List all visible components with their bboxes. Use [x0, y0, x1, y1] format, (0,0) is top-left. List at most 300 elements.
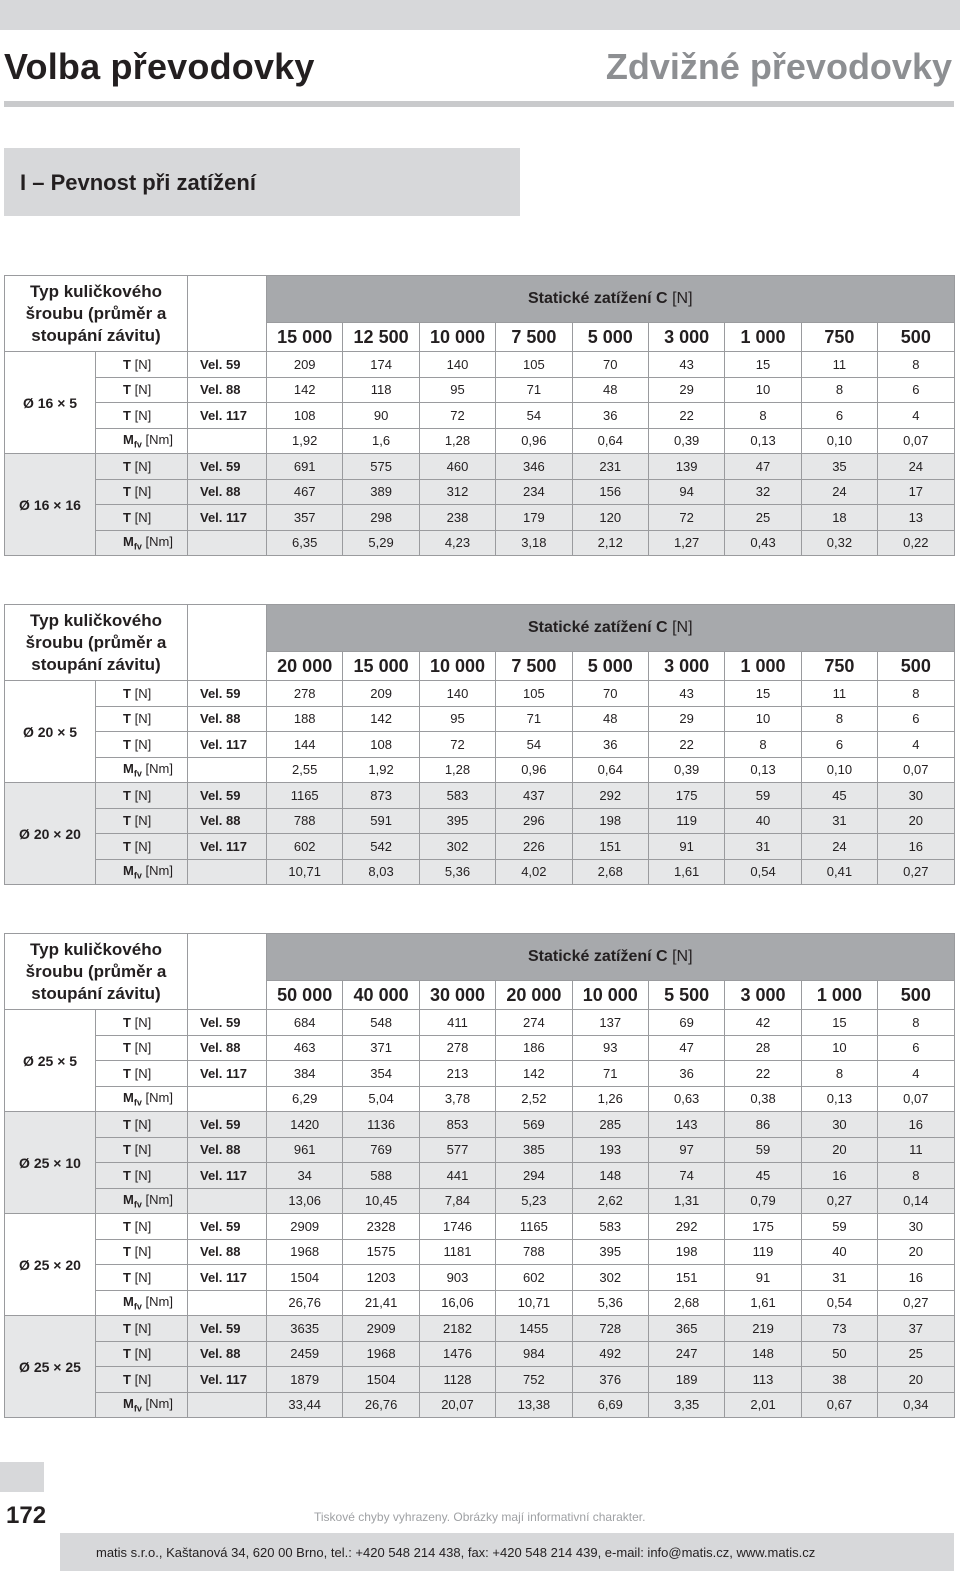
- table-cell: 569: [496, 1112, 572, 1138]
- table-row: [5, 428, 955, 454]
- table-cell: 1,61: [725, 1290, 801, 1316]
- quantity-subscript: fv: [133, 1097, 142, 1108]
- table-row: [5, 834, 955, 860]
- table-cell: 119: [725, 1239, 801, 1265]
- table-cell: 548: [343, 1010, 419, 1036]
- quantity-unit: [N]: [134, 356, 152, 372]
- quantity-label: [96, 377, 188, 403]
- quantity-unit: [N]: [134, 1116, 152, 1132]
- table-cell: 59: [725, 1137, 801, 1163]
- quantity-label: [96, 1341, 188, 1367]
- table-cell: 6,35: [267, 530, 343, 556]
- table-cell: 2,01: [725, 1392, 801, 1418]
- table-cell: 583: [572, 1214, 648, 1240]
- table-cell: 285: [572, 1112, 648, 1138]
- quantity-symbol: T: [123, 1218, 131, 1234]
- quantity-symbol: T: [123, 509, 131, 525]
- table-cell: 0,41: [801, 859, 877, 885]
- quantity-symbol: T: [123, 1116, 131, 1132]
- quantity-label: [96, 732, 188, 758]
- type-column-header: Typ kuličkového šroubu (průměr a stoupání závitu): [5, 934, 188, 1010]
- gearbox-size-label: Vel. 88: [188, 1137, 267, 1163]
- table-cell: 0,07: [878, 1086, 954, 1112]
- table-cell: 296: [496, 808, 572, 834]
- table-cell: 219: [725, 1316, 801, 1342]
- table-cell: 17: [878, 479, 954, 505]
- screw-type-label: Ø 16 × 16: [5, 454, 96, 556]
- table-cell: 71: [496, 377, 572, 403]
- table-row: [5, 403, 955, 429]
- screw-type-label: Ø 20 × 20: [5, 783, 96, 885]
- quantity-subscript: fv: [133, 1403, 142, 1414]
- load-column-header: 3 000: [648, 323, 724, 352]
- table-cell: 1203: [343, 1265, 419, 1291]
- table-cell: 467: [267, 479, 343, 505]
- load-table-16: [4, 275, 955, 556]
- quantity-symbol: M: [123, 1089, 134, 1105]
- quantity-label: [96, 859, 188, 885]
- quantity-symbol: M: [123, 431, 134, 447]
- quantity-unit: [N]: [134, 1014, 152, 1030]
- quantity-unit: [N]: [134, 1218, 152, 1234]
- quantity-label: [96, 1010, 188, 1036]
- table-cell: 0,39: [648, 757, 724, 783]
- section-category-title: Zdvižné převodovky: [605, 46, 952, 87]
- quantity-label: [96, 706, 188, 732]
- table-cell: 43: [648, 352, 724, 378]
- table-cell: 575: [343, 454, 419, 480]
- quantity-unit: [N]: [134, 458, 152, 474]
- table-cell: 24: [878, 454, 954, 480]
- gearbox-size-label: Vel. 117: [188, 1061, 267, 1087]
- table-cell: 312: [419, 479, 495, 505]
- table-cell: 11: [801, 352, 877, 378]
- quantity-label: [96, 1112, 188, 1138]
- gearbox-size-label: Vel. 88: [188, 377, 267, 403]
- quantity-unit: [Nm]: [145, 1395, 173, 1411]
- table-cell: 5,23: [496, 1188, 572, 1214]
- quantity-label: [96, 505, 188, 531]
- gearbox-size-label: [188, 1086, 267, 1112]
- load-column-header: 15 000: [343, 652, 419, 681]
- table-cell: 7,84: [419, 1188, 495, 1214]
- quantity-subscript: fv: [133, 870, 142, 881]
- static-load-label: Statické zatížení C: [528, 619, 668, 636]
- gearbox-size-label: [188, 757, 267, 783]
- table-cell: 31: [725, 834, 801, 860]
- table-cell: 40: [725, 808, 801, 834]
- table-cell: 0,79: [725, 1188, 801, 1214]
- table-cell: 120: [572, 505, 648, 531]
- table-cell: 42: [725, 1010, 801, 1036]
- table-cell: 15: [725, 352, 801, 378]
- table-cell: 238: [419, 505, 495, 531]
- table-cell: 1420: [267, 1112, 343, 1138]
- table-cell: 119: [648, 808, 724, 834]
- quantity-unit: [N]: [134, 1269, 152, 1285]
- table-cell: 0,27: [878, 859, 954, 885]
- table-cell: 148: [725, 1341, 801, 1367]
- table-cell: 5,29: [343, 530, 419, 556]
- quantity-unit: [N]: [134, 1167, 152, 1183]
- disclaimer-note: Tiskové chyby vyhrazeny. Obrázky mají informativní charakter.: [314, 1510, 646, 1524]
- table-row: [5, 1163, 955, 1189]
- quantity-label: [96, 1163, 188, 1189]
- gearbox-size-label: Vel. 117: [188, 505, 267, 531]
- screw-type-label: Ø 25 × 5: [5, 1010, 96, 1112]
- table-cell: 0,13: [801, 1086, 877, 1112]
- table-cell: 0,67: [801, 1392, 877, 1418]
- quantity-symbol: T: [123, 1346, 131, 1362]
- table-cell: 6: [801, 403, 877, 429]
- quantity-unit: [N]: [134, 813, 152, 829]
- gearbox-size-label: Vel. 117: [188, 1163, 267, 1189]
- table-cell: 0,10: [801, 757, 877, 783]
- table-cell: 20,07: [419, 1392, 495, 1418]
- quantity-symbol: T: [123, 1244, 131, 1260]
- quantity-unit: [N]: [134, 509, 152, 525]
- table-header-row: [5, 276, 955, 323]
- table-cell: 108: [343, 732, 419, 758]
- table-cell: 74: [648, 1163, 724, 1189]
- quantity-label: [96, 1316, 188, 1342]
- table-cell: 105: [496, 681, 572, 707]
- gearbox-size-label: Vel. 88: [188, 1035, 267, 1061]
- table-cell: 188: [267, 706, 343, 732]
- table-cell: 175: [725, 1214, 801, 1240]
- table-cell: 5,36: [572, 1290, 648, 1316]
- table-cell: 28: [725, 1035, 801, 1061]
- table-cell: 40: [801, 1239, 877, 1265]
- quantity-symbol: T: [123, 1269, 131, 1285]
- table-cell: 29: [648, 706, 724, 732]
- table-cell: 6,29: [267, 1086, 343, 1112]
- table-cell: 2,12: [572, 530, 648, 556]
- table-cell: 8: [878, 681, 954, 707]
- table-cell: 376: [572, 1367, 648, 1393]
- table-cell: 10: [725, 377, 801, 403]
- quantity-label: [96, 681, 188, 707]
- table-cell: 1,6: [343, 428, 419, 454]
- load-column-header: 500: [878, 981, 954, 1010]
- table-cell: 10,45: [343, 1188, 419, 1214]
- table-cell: 1476: [419, 1341, 495, 1367]
- table-cell: 26,76: [267, 1290, 343, 1316]
- table-cell: 1575: [343, 1239, 419, 1265]
- table-cell: 542: [343, 834, 419, 860]
- table-cell: 354: [343, 1061, 419, 1087]
- table-cell: 15: [725, 681, 801, 707]
- table-cell: 6: [801, 732, 877, 758]
- table-cell: 2,52: [496, 1086, 572, 1112]
- table-cell: 1,92: [343, 757, 419, 783]
- table-row: [5, 377, 955, 403]
- quantity-symbol: M: [123, 1293, 134, 1309]
- quantity-unit: [Nm]: [145, 862, 173, 878]
- table-cell: 4: [878, 732, 954, 758]
- load-column-header: 12 500: [343, 323, 419, 352]
- table-cell: 0,22: [878, 530, 954, 556]
- load-column-header: 15 000: [267, 323, 343, 352]
- table-row: [5, 1137, 955, 1163]
- quantity-symbol: T: [123, 813, 131, 829]
- table-cell: 1746: [419, 1214, 495, 1240]
- table-cell: 247: [648, 1341, 724, 1367]
- table-cell: 11: [878, 1137, 954, 1163]
- table-cell: 140: [419, 352, 495, 378]
- table-cell: 0,38: [725, 1086, 801, 1112]
- quantity-symbol: T: [123, 1371, 131, 1387]
- table-cell: 50: [801, 1341, 877, 1367]
- table-cell: 1504: [343, 1367, 419, 1393]
- table-cell: 292: [572, 783, 648, 809]
- table-cell: 298: [343, 505, 419, 531]
- table-cell: 33,44: [267, 1392, 343, 1418]
- quantity-symbol: T: [123, 1065, 131, 1081]
- table-cell: 198: [648, 1239, 724, 1265]
- table-cell: 278: [419, 1035, 495, 1061]
- table-cell: 0,27: [878, 1290, 954, 1316]
- table-cell: 8: [801, 1061, 877, 1087]
- table-row: [5, 1112, 955, 1138]
- quantity-unit: [N]: [134, 1371, 152, 1387]
- table-cell: 2,62: [572, 1188, 648, 1214]
- table-cell: 0,64: [572, 757, 648, 783]
- table-cell: 0,63: [648, 1086, 724, 1112]
- load-column-header: 20 000: [496, 981, 572, 1010]
- table-cell: 1128: [419, 1367, 495, 1393]
- table-cell: 93: [572, 1035, 648, 1061]
- table-cell: 59: [725, 783, 801, 809]
- load-column-header: 5 500: [648, 981, 724, 1010]
- gearbox-size-label: Vel. 117: [188, 403, 267, 429]
- table-cell: 156: [572, 479, 648, 505]
- quantity-unit: [N]: [134, 1065, 152, 1081]
- quantity-unit: [N]: [134, 685, 152, 701]
- table-cell: 0,54: [725, 859, 801, 885]
- table-cell: 583: [419, 783, 495, 809]
- table-cell: 3,78: [419, 1086, 495, 1112]
- table-cell: 2459: [267, 1341, 343, 1367]
- load-column-header: 1 000: [801, 981, 877, 1010]
- table-cell: 8,03: [343, 859, 419, 885]
- table-cell: 108: [267, 403, 343, 429]
- table-row: [5, 808, 955, 834]
- quantity-symbol: M: [123, 1395, 134, 1411]
- table-cell: 24: [801, 834, 877, 860]
- table-cell: 94: [648, 479, 724, 505]
- table-cell: 0,13: [725, 757, 801, 783]
- table-cell: 0,34: [878, 1392, 954, 1418]
- gearbox-size-label: Vel. 88: [188, 1239, 267, 1265]
- table-cell: 6: [878, 706, 954, 732]
- table-row: [5, 1035, 955, 1061]
- quantity-label: [96, 1239, 188, 1265]
- table-cell: 357: [267, 505, 343, 531]
- quantity-unit: [Nm]: [145, 431, 173, 447]
- table-cell: 54: [496, 732, 572, 758]
- table-cell: 294: [496, 1163, 572, 1189]
- quantity-symbol: T: [123, 1167, 131, 1183]
- table-cell: 24: [801, 479, 877, 505]
- table-cell: 72: [419, 403, 495, 429]
- table-cell: 385: [496, 1137, 572, 1163]
- gearbox-size-label: Vel. 59: [188, 1010, 267, 1036]
- quantity-symbol: T: [123, 1142, 131, 1158]
- quantity-symbol: T: [123, 685, 131, 701]
- quantity-unit: [N]: [134, 736, 152, 752]
- table-cell: 2182: [419, 1316, 495, 1342]
- table-cell: 10: [801, 1035, 877, 1061]
- table-cell: 31: [801, 1265, 877, 1291]
- load-column-header: 3 000: [648, 652, 724, 681]
- gearbox-size-label: Vel. 59: [188, 681, 267, 707]
- quantity-unit: [N]: [134, 382, 152, 398]
- gearbox-size-label: Vel. 59: [188, 1316, 267, 1342]
- quantity-symbol: T: [123, 838, 131, 854]
- table-cell: 0,39: [648, 428, 724, 454]
- table-cell: 186: [496, 1035, 572, 1061]
- table-cell: 0,13: [725, 428, 801, 454]
- table-cell: 36: [572, 403, 648, 429]
- gearbox-size-label: Vel. 59: [188, 352, 267, 378]
- quantity-symbol: M: [123, 533, 134, 549]
- table-row: [5, 757, 955, 783]
- table-cell: 34: [267, 1163, 343, 1189]
- header-divider: [4, 101, 954, 107]
- table-cell: 91: [648, 834, 724, 860]
- type-column-header: Typ kuličkového šroubu (průměr a stoupání závitu): [5, 605, 188, 681]
- table-cell: 36: [648, 1061, 724, 1087]
- table-cell: 29: [648, 377, 724, 403]
- table-cell: 1,28: [419, 757, 495, 783]
- table-cell: 31: [801, 808, 877, 834]
- load-column-header: 7 500: [496, 652, 572, 681]
- screw-type-label: Ø 20 × 5: [5, 681, 96, 783]
- table-cell: 198: [572, 808, 648, 834]
- table-row: [5, 1392, 955, 1418]
- table-cell: 346: [496, 454, 572, 480]
- quantity-symbol: T: [123, 458, 131, 474]
- quantity-label: [96, 757, 188, 783]
- table-cell: 69: [648, 1010, 724, 1036]
- table-cell: 8: [801, 706, 877, 732]
- static-load-header: [267, 276, 955, 323]
- screw-type-label: Ø 25 × 10: [5, 1112, 96, 1214]
- gearbox-size-label: Vel. 88: [188, 1341, 267, 1367]
- table-cell: 6: [878, 1035, 954, 1061]
- quantity-symbol: T: [123, 711, 131, 727]
- table-row: [5, 859, 955, 885]
- table-cell: 1,26: [572, 1086, 648, 1112]
- table-cell: 48: [572, 706, 648, 732]
- gearbox-size-label: Vel. 117: [188, 1265, 267, 1291]
- table-cell: 302: [419, 834, 495, 860]
- table-cell: 142: [267, 377, 343, 403]
- table-cell: 1,61: [648, 859, 724, 885]
- table-cell: 13,38: [496, 1392, 572, 1418]
- quantity-symbol: T: [123, 1014, 131, 1030]
- table-cell: 174: [343, 352, 419, 378]
- table-row: [5, 1341, 955, 1367]
- table-cell: 140: [419, 681, 495, 707]
- table-cell: 137: [572, 1010, 648, 1036]
- gearbox-size-label: Vel. 59: [188, 783, 267, 809]
- quantity-subscript: fv: [133, 541, 142, 552]
- load-column-header: 500: [878, 652, 954, 681]
- table-cell: 18: [801, 505, 877, 531]
- table-cell: 384: [267, 1061, 343, 1087]
- table-cell: 0,64: [572, 428, 648, 454]
- table-cell: 16: [878, 834, 954, 860]
- table-cell: 15: [801, 1010, 877, 1036]
- table-cell: 1136: [343, 1112, 419, 1138]
- gearbox-size-label: Vel. 59: [188, 454, 267, 480]
- footer-contact: matis s.r.o., Kaštanová 34, 620 00 Brno, tel.: +420 548 214 438, fax: +420 548 214 439, e-mail: info@matis.cz, www.matis.cz: [96, 1545, 816, 1560]
- table-cell: 4: [878, 403, 954, 429]
- table-cell: 37: [878, 1316, 954, 1342]
- table-cell: 1181: [419, 1239, 495, 1265]
- table-cell: 21,41: [343, 1290, 419, 1316]
- table-cell: 151: [572, 834, 648, 860]
- load-column-header: 20 000: [267, 652, 343, 681]
- table-cell: 873: [343, 783, 419, 809]
- page-title: Volba převodovky: [4, 46, 315, 87]
- table-cell: 151: [648, 1265, 724, 1291]
- quantity-symbol: M: [123, 1191, 134, 1207]
- table-cell: 278: [267, 681, 343, 707]
- table-cell: 59: [801, 1214, 877, 1240]
- table-cell: 45: [801, 783, 877, 809]
- table-cell: 853: [419, 1112, 495, 1138]
- table-cell: 71: [496, 706, 572, 732]
- table-cell: 71: [572, 1061, 648, 1087]
- table-cell: 389: [343, 479, 419, 505]
- table-row: [5, 1290, 955, 1316]
- screw-type-label: Ø 25 × 25: [5, 1316, 96, 1418]
- quantity-symbol: T: [123, 382, 131, 398]
- gearbox-size-label: Vel. 117: [188, 732, 267, 758]
- table-cell: 8: [801, 377, 877, 403]
- table-cell: 20: [878, 1239, 954, 1265]
- table-cell: 2,68: [572, 859, 648, 885]
- static-load-unit: [N]: [672, 948, 693, 965]
- table-row: [5, 681, 955, 707]
- quantity-unit: [N]: [134, 1142, 152, 1158]
- quantity-label: [96, 1290, 188, 1316]
- load-column-header: 40 000: [343, 981, 419, 1010]
- quantity-unit: [N]: [134, 407, 152, 423]
- quantity-unit: [N]: [134, 838, 152, 854]
- table-row: [5, 1188, 955, 1214]
- table-cell: 0,54: [801, 1290, 877, 1316]
- table-cell: 97: [648, 1137, 724, 1163]
- load-column-header: 10 000: [419, 323, 495, 352]
- gearbox-size-label: [188, 859, 267, 885]
- table-cell: 70: [572, 352, 648, 378]
- gearbox-size-label: [188, 1290, 267, 1316]
- blank-header-cell: [188, 934, 267, 1010]
- quantity-label: [96, 1086, 188, 1112]
- table-cell: 30: [878, 783, 954, 809]
- table-cell: 1,92: [267, 428, 343, 454]
- quantity-subscript: fv: [133, 768, 142, 779]
- table-cell: 788: [267, 808, 343, 834]
- load-column-header: 10 000: [572, 981, 648, 1010]
- table-cell: 903: [419, 1265, 495, 1291]
- quantity-label: [96, 1188, 188, 1214]
- table-cell: 292: [648, 1214, 724, 1240]
